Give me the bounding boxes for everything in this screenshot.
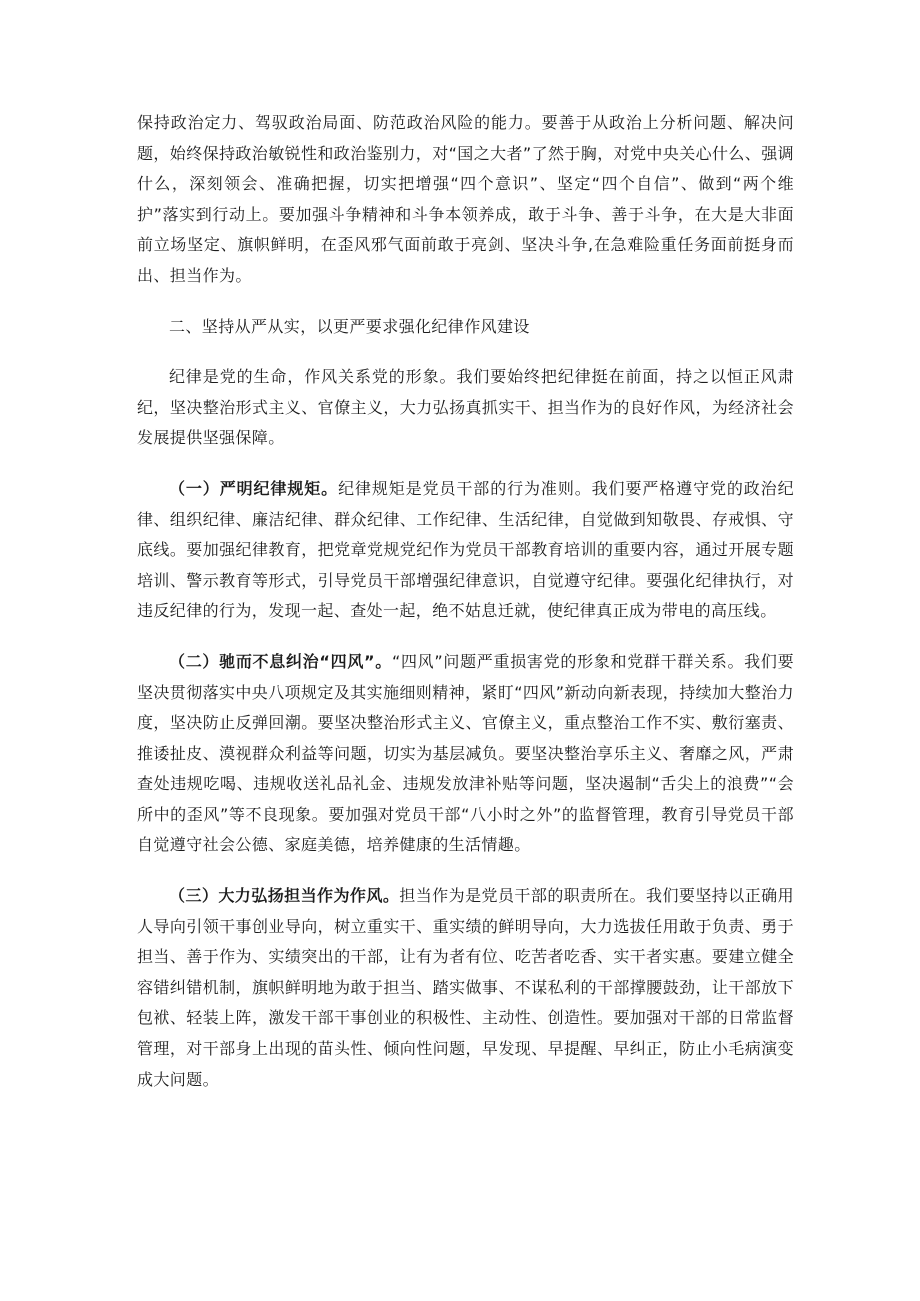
paragraph-discipline-intro: 纪律是党的生命，作风关系党的形象。我们要始终把纪律挺在前面，持之以恒正风肃纪，坚决整治形式主义、官僚主义，大力弘扬真抓实干、担当作为的良好作风，为经济社会发展提供坚强保障。 (137, 367, 794, 448)
subsection-1-title: （一）严明纪律规矩。 (169, 478, 339, 498)
subsection-2-title: （二）驰而不息纠治“四风”。 (169, 651, 392, 671)
subsection-2-body: “四风”问题严重损害党的形象和党群干群关系。我们要坚决贯彻落实中央八项规定及其实施细则精神，紧盯“四风”新动向新表现，持续加大整治力度，坚决防止反弹回潮。要坚决整治形式主义、官僚主义，重点整治工作不实、敷衍塞责、推诿扯皮、漠视群众利益等问题，切实为基层减负。要坚决整治享乐主义、奢靡之风，严肃查处违规吃喝、违规收送礼品礼金、违规发放津补贴等问题，坚决遏制“舌尖上的浪费”“会所中的歪风”等不良现象。要加强对党员干部“八小时之外”的监督管理，教育引导党员干部自觉遵守社会公德、家庭美德，培养健康的生活情趣。 (137, 651, 794, 855)
paragraph-continuation: 保持政治定力、驾驭政治局面、防范政治风险的能力。要善于从政治上分析问题、解决问题，始终保持政治敏锐性和政治鉴别力，对“国之大者”了然于胸，对党中央关心什么、强调什么，深刻领会、准确把握，切实把增强“四个意识”、坚定“四个自信”、做到“两个维护”落实到行动上。要加强斗争精神和斗争本领养成，敢于斗争、善于斗争，在大是大非面前立场坚定、旗帜鲜明，在歪风邪气面前敢于亮剑、坚决斗争,在急难险重任务面前挺身而出、担当作为。 (137, 113, 794, 285)
document-page (137, 108, 794, 1095)
subsection-3-title: （三）大力弘扬担当作为作风。 (169, 886, 400, 906)
paragraph-subsection-2 (137, 647, 794, 861)
section-heading: 二、坚持从严从实，以更严要求强化纪律作风建设 (169, 316, 530, 336)
paragraph-subsection-3 (137, 881, 794, 1095)
subsection-1-body: 纪律规矩是党员干部的行为准则。我们要严格遵守党的政治纪律、组织纪律、廉洁纪律、群众纪律、工作纪律、生活纪律，自觉做到知敬畏、存戒惧、守底线。要加强纪律教育，把党章党规党纪作为党员干部教育培训的重要内容，通过开展专题培训、警示教育等形式，引导党员干部增强纪律意识，自觉遵守纪律。要强化纪律执行，对违反纪律的行为，发现一起、查处一起，绝不姑息迁就，使纪律真正成为带电的高压线。 (137, 478, 794, 621)
paragraph-subsection-1 (137, 474, 794, 627)
subsection-3-body: 担当作为是党员干部的职责所在。我们要坚持以正确用人导向引领干事创业导向，树立重实干、重实绩的鲜明导向，大力选拔任用敢于负责、勇于担当、善于作为、实绩突出的干部，让有为者有位、吃苦者吃香、实干者实惠。要建立健全容错纠错机制，旗帜鲜明地为敢于担当、踏实做事、不谋私利的干部撑腰鼓劲，让干部放下包袱、轻装上阵，激发干部干事创业的积极性、主动性、创造性。要加强对干部的日常监督管理，对干部身上出现的苗头性、倾向性问题，早发现、早提醒、早纠正，防止小毛病演变成大问题。 (137, 886, 794, 1089)
